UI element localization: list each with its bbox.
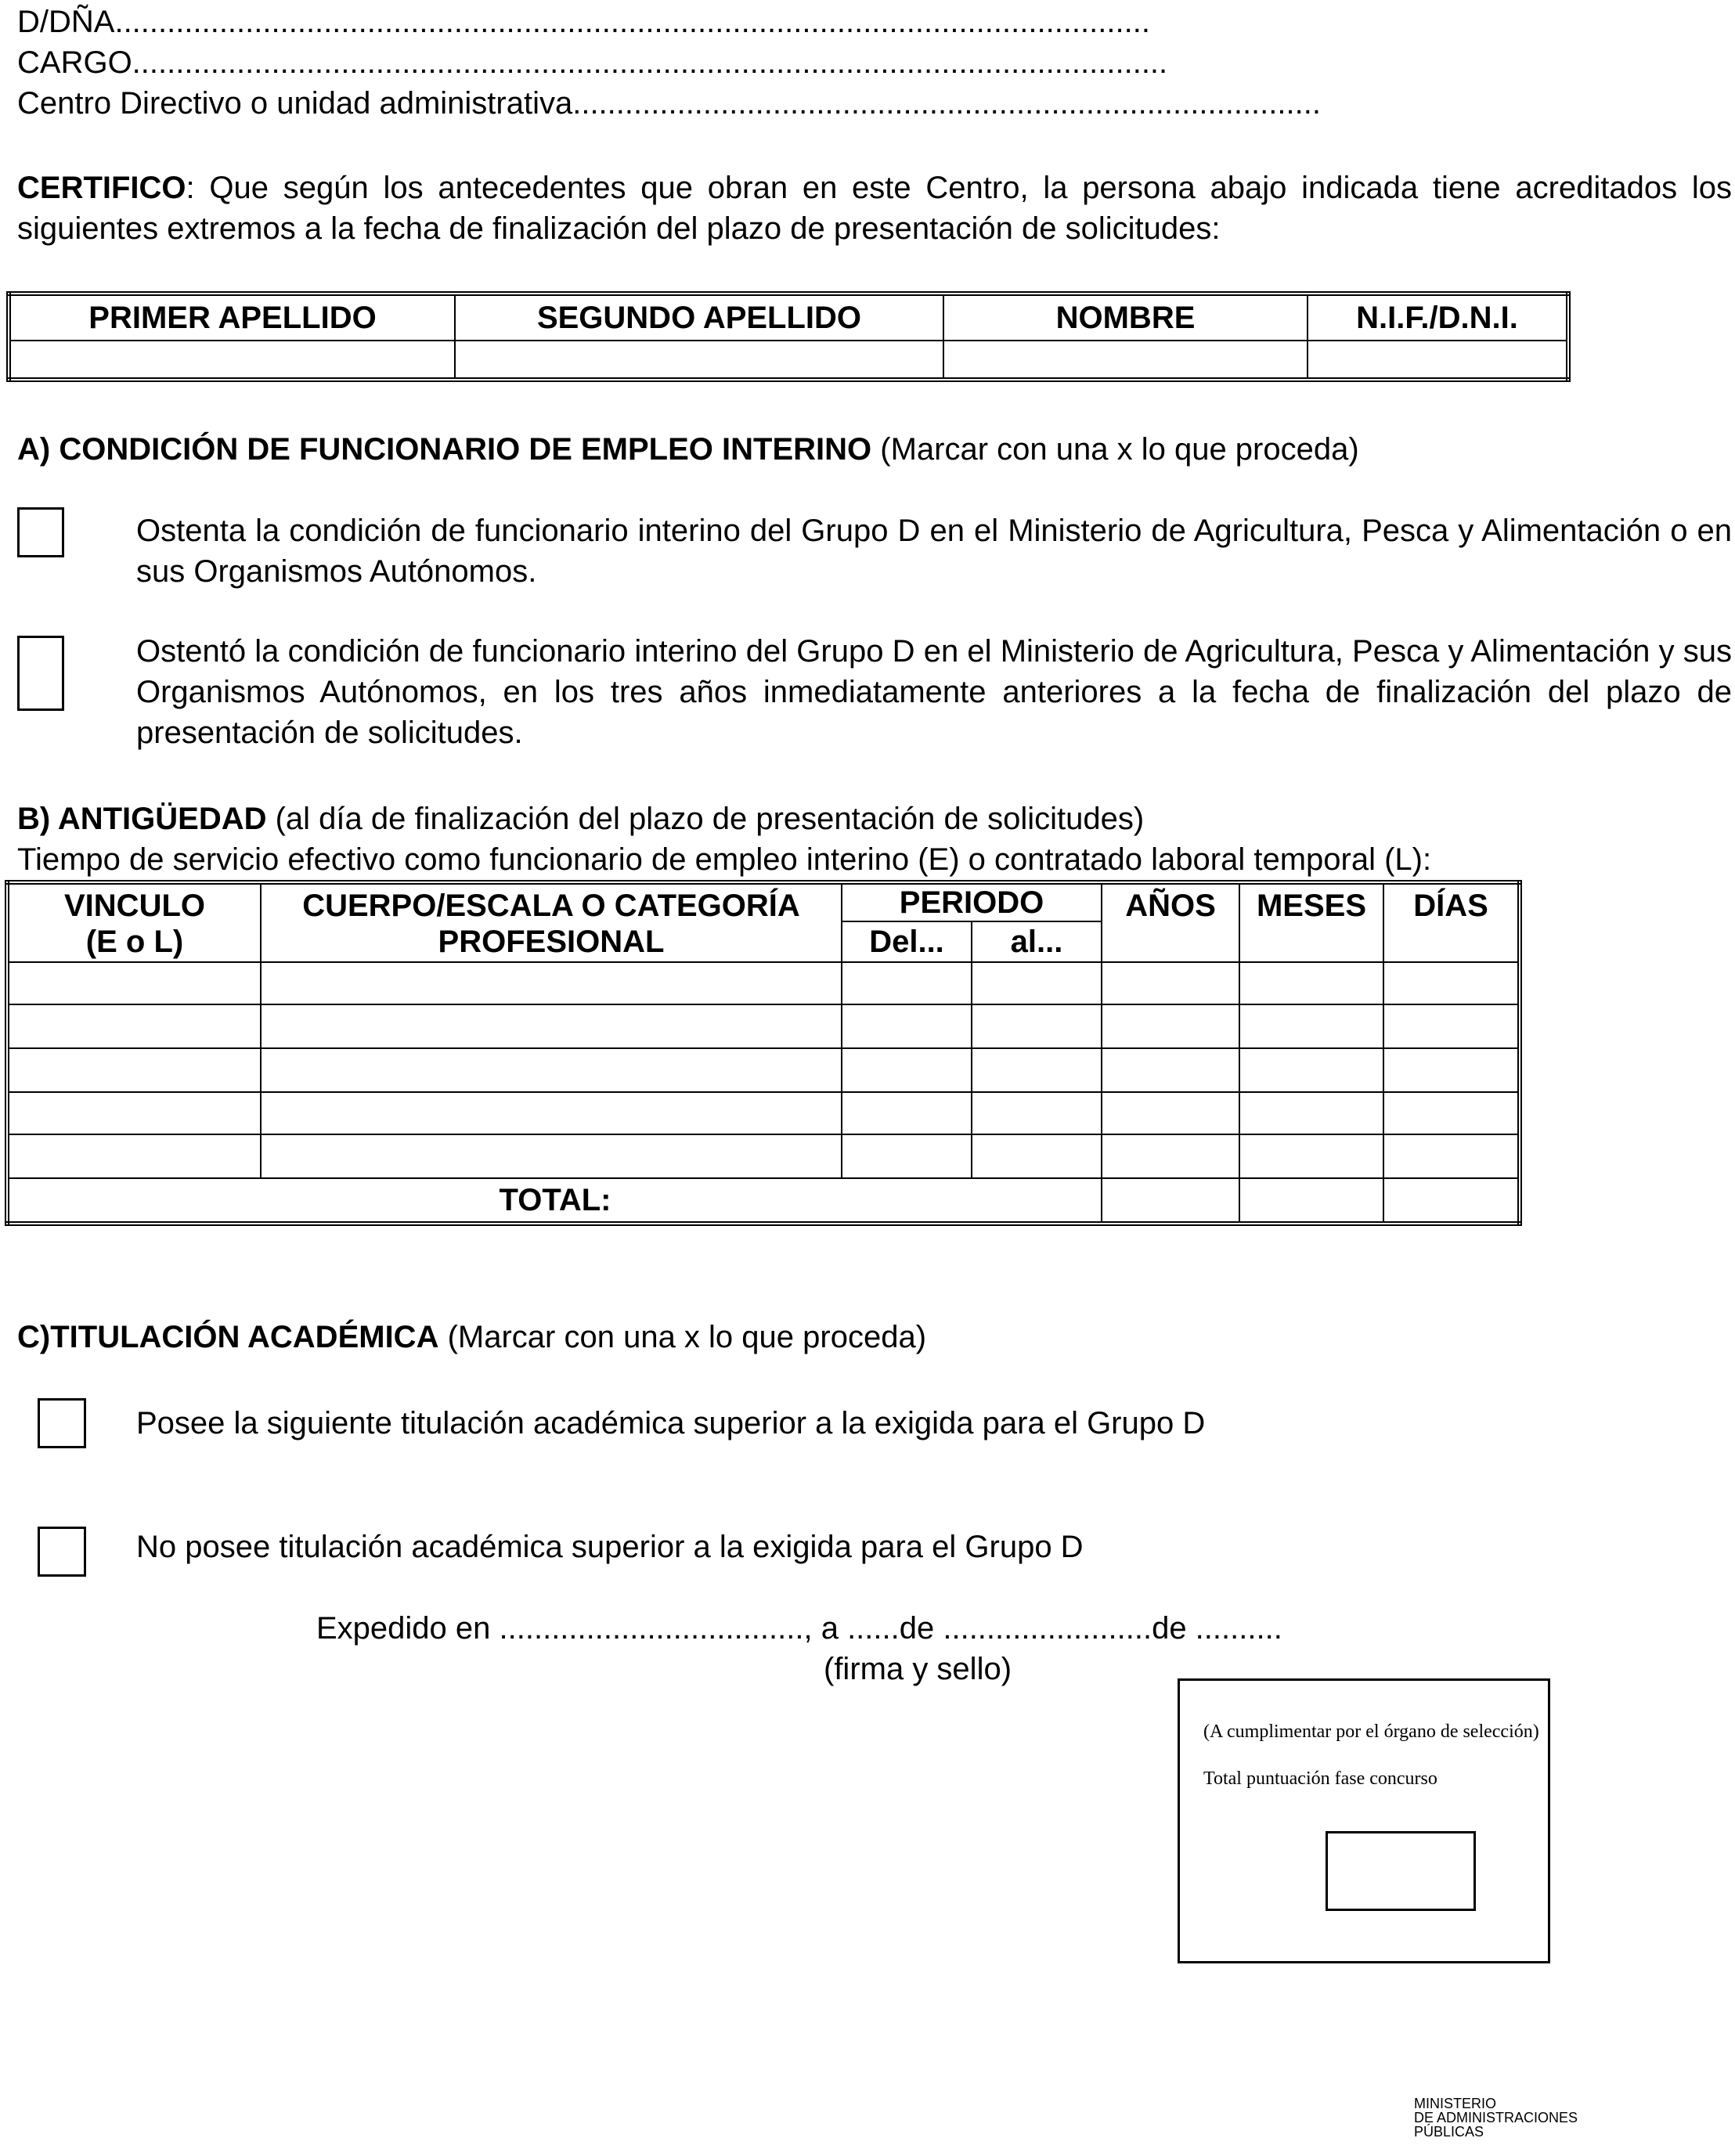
cell-anos[interactable] — [1102, 1048, 1239, 1092]
col-meses: MESES — [1239, 882, 1383, 962]
certifico-text: : Que según los antecedentes que obran en este Centro, la persona abajo indicada tiene acreditados los siguientes extremos a la fecha de finalización del plazo de presentación de solicitudes: — [17, 171, 1732, 246]
ministry-label — [1414, 2097, 1578, 2139]
option-ostento-text: Ostentó la condición de funcionario interino del Grupo D en el Ministerio de Agricultura, Pesca y Alimentación y sus Organismos Autónomos, en los tres años inmediatamente anteriores a la fecha de finalización del plazo de presentación de solicitudes. — [136, 634, 1732, 750]
header-segundo-apellido: SEGUNDO APELLIDO — [455, 294, 943, 341]
col-anos: AÑOS — [1102, 882, 1239, 962]
section-c-note: (Marcar con una x lo que proceda) — [438, 1320, 927, 1354]
checkbox-ostenta[interactable] — [17, 507, 64, 557]
cell-meses[interactable] — [1239, 962, 1383, 1004]
col-dias: DÍAS — [1383, 882, 1520, 962]
cell-vinculo[interactable] — [7, 1092, 261, 1134]
section-a-heading — [17, 429, 1359, 470]
checkbox-posee[interactable] — [38, 1398, 86, 1448]
option-ostenta-text: Ostenta la condición de funcionario interino del Grupo D en el Ministerio de Agricultura, Pesca y Alimentación o en sus Organismos Autónomos. — [136, 514, 1732, 589]
firma-label: (firma y sello) — [824, 1652, 1012, 1686]
table-row — [7, 1092, 1520, 1134]
cell-al[interactable] — [972, 1048, 1102, 1092]
section-c-title: C)TITULACIÓN ACADÉMICA — [17, 1320, 439, 1354]
cell-cuerpo[interactable] — [261, 1048, 842, 1092]
col-cuerpo — [261, 882, 842, 962]
cell-meses[interactable] — [1239, 1134, 1383, 1178]
cell-nif-dni[interactable] — [1308, 341, 1568, 380]
header-nif-dni: N.I.F./D.N.I. — [1308, 294, 1568, 341]
cell-cuerpo[interactable] — [261, 962, 842, 1004]
table-row — [7, 1134, 1520, 1178]
person-table — [6, 291, 1571, 382]
cell-anos[interactable] — [1102, 1004, 1239, 1048]
section-b-subtitle: Tiempo de servicio efectivo como funcionario de empleo interino (E) o contratado laboral temporal (L): — [17, 842, 1432, 877]
cell-vinculo[interactable] — [7, 1134, 261, 1178]
cell-al[interactable] — [972, 962, 1102, 1004]
col-cuerpo-label: CUERPO/ESCALA O CATEGORÍA — [302, 889, 800, 923]
table-row — [7, 1004, 1520, 1048]
ministry-line-2: DE ADMINISTRACIONES — [1414, 2110, 1578, 2125]
cell-meses[interactable] — [1239, 1048, 1383, 1092]
cell-del[interactable] — [842, 1004, 972, 1048]
col-vinculo-sub: (E o L) — [85, 925, 184, 959]
cell-dias[interactable] — [1383, 1092, 1520, 1134]
header-nombre: NOMBRE — [943, 294, 1308, 341]
table-row — [7, 962, 1520, 1004]
cell-anos[interactable] — [1102, 962, 1239, 1004]
cell-vinculo[interactable] — [7, 962, 261, 1004]
total-dias[interactable] — [1383, 1178, 1520, 1224]
header-primer-apellido: PRIMER APELLIDO — [9, 294, 455, 341]
table-row — [7, 1048, 1520, 1092]
cell-vinculo[interactable] — [7, 1004, 261, 1048]
selection-box — [1178, 1678, 1550, 1963]
cell-dias[interactable] — [1383, 962, 1520, 1004]
selection-box-total-label: Total puntuación fase concurso — [1203, 1768, 1437, 1789]
score-input-box[interactable] — [1326, 1831, 1476, 1911]
col-cuerpo-sub: PROFESIONAL — [438, 925, 665, 959]
col-vinculo — [7, 882, 261, 962]
section-a-note: (Marcar con una x lo que proceda) — [871, 432, 1359, 467]
cell-dias[interactable] — [1383, 1134, 1520, 1178]
col-al: al... — [972, 921, 1102, 962]
cell-dias[interactable] — [1383, 1048, 1520, 1092]
cell-al[interactable] — [972, 1004, 1102, 1048]
cell-vinculo[interactable] — [7, 1048, 261, 1092]
cell-al[interactable] — [972, 1092, 1102, 1134]
centro-field-line[interactable]: Centro Directivo o unidad administrativa...................................................................................... — [17, 86, 1321, 121]
cell-meses[interactable] — [1239, 1092, 1383, 1134]
certifico-paragraph — [17, 168, 1732, 249]
cell-dias[interactable] — [1383, 1004, 1520, 1048]
section-c-heading — [17, 1317, 926, 1357]
cell-del[interactable] — [842, 1092, 972, 1134]
ministry-line-3: PÚBLICAS — [1414, 2124, 1484, 2140]
ministry-line-1: MINISTERIO — [1414, 2096, 1497, 2111]
cell-segundo-apellido[interactable] — [455, 341, 943, 380]
name-field-line[interactable]: D/DÑA....................................................................................................................... — [17, 5, 1150, 39]
cell-meses[interactable] — [1239, 1004, 1383, 1048]
section-b-heading — [17, 799, 1144, 839]
cell-cuerpo[interactable] — [261, 1092, 842, 1134]
checkbox-no-posee[interactable] — [38, 1527, 86, 1577]
cell-cuerpo[interactable] — [261, 1004, 842, 1048]
cell-del[interactable] — [842, 1134, 972, 1178]
checkbox-ostento[interactable] — [17, 636, 64, 711]
total-anos[interactable] — [1102, 1178, 1239, 1224]
cell-anos[interactable] — [1102, 1134, 1239, 1178]
col-del: Del... — [842, 921, 972, 962]
cell-primer-apellido[interactable] — [9, 341, 455, 380]
cell-nombre[interactable] — [943, 341, 1308, 380]
cell-del[interactable] — [842, 962, 972, 1004]
section-b-note: (al día de finalización del plazo de presentación de solicitudes) — [266, 802, 1145, 836]
option-posee-text: Posee la siguiente titulación académica superior a la exigida para el Grupo D — [136, 1406, 1206, 1440]
total-meses[interactable] — [1239, 1178, 1383, 1224]
option-no-posee-text: No posee titulación académica superior a la exigida para el Grupo D — [136, 1530, 1084, 1564]
section-b-title: B) ANTIGÜEDAD — [17, 802, 267, 836]
cell-cuerpo[interactable] — [261, 1134, 842, 1178]
certifico-label: CERTIFICO — [17, 171, 186, 205]
cell-del[interactable] — [842, 1048, 972, 1092]
cell-al[interactable] — [972, 1134, 1102, 1178]
cargo-field-line[interactable]: CARGO....................................................................................................................... — [17, 45, 1168, 80]
selection-box-note: (A cumplimentar por el órgano de selección) — [1203, 1722, 1539, 1742]
expedido-line[interactable]: Expedido en ..................................., a ......de ........................de .......... — [316, 1611, 1282, 1646]
antiguedad-table — [5, 880, 1522, 1226]
cell-anos[interactable] — [1102, 1092, 1239, 1134]
col-vinculo-label: VINCULO — [64, 889, 205, 923]
total-label: TOTAL: — [7, 1178, 1102, 1224]
col-periodo: PERIODO — [842, 882, 1102, 921]
section-a-title: A) CONDICIÓN DE FUNCIONARIO DE EMPLEO INTERINO — [17, 432, 872, 467]
